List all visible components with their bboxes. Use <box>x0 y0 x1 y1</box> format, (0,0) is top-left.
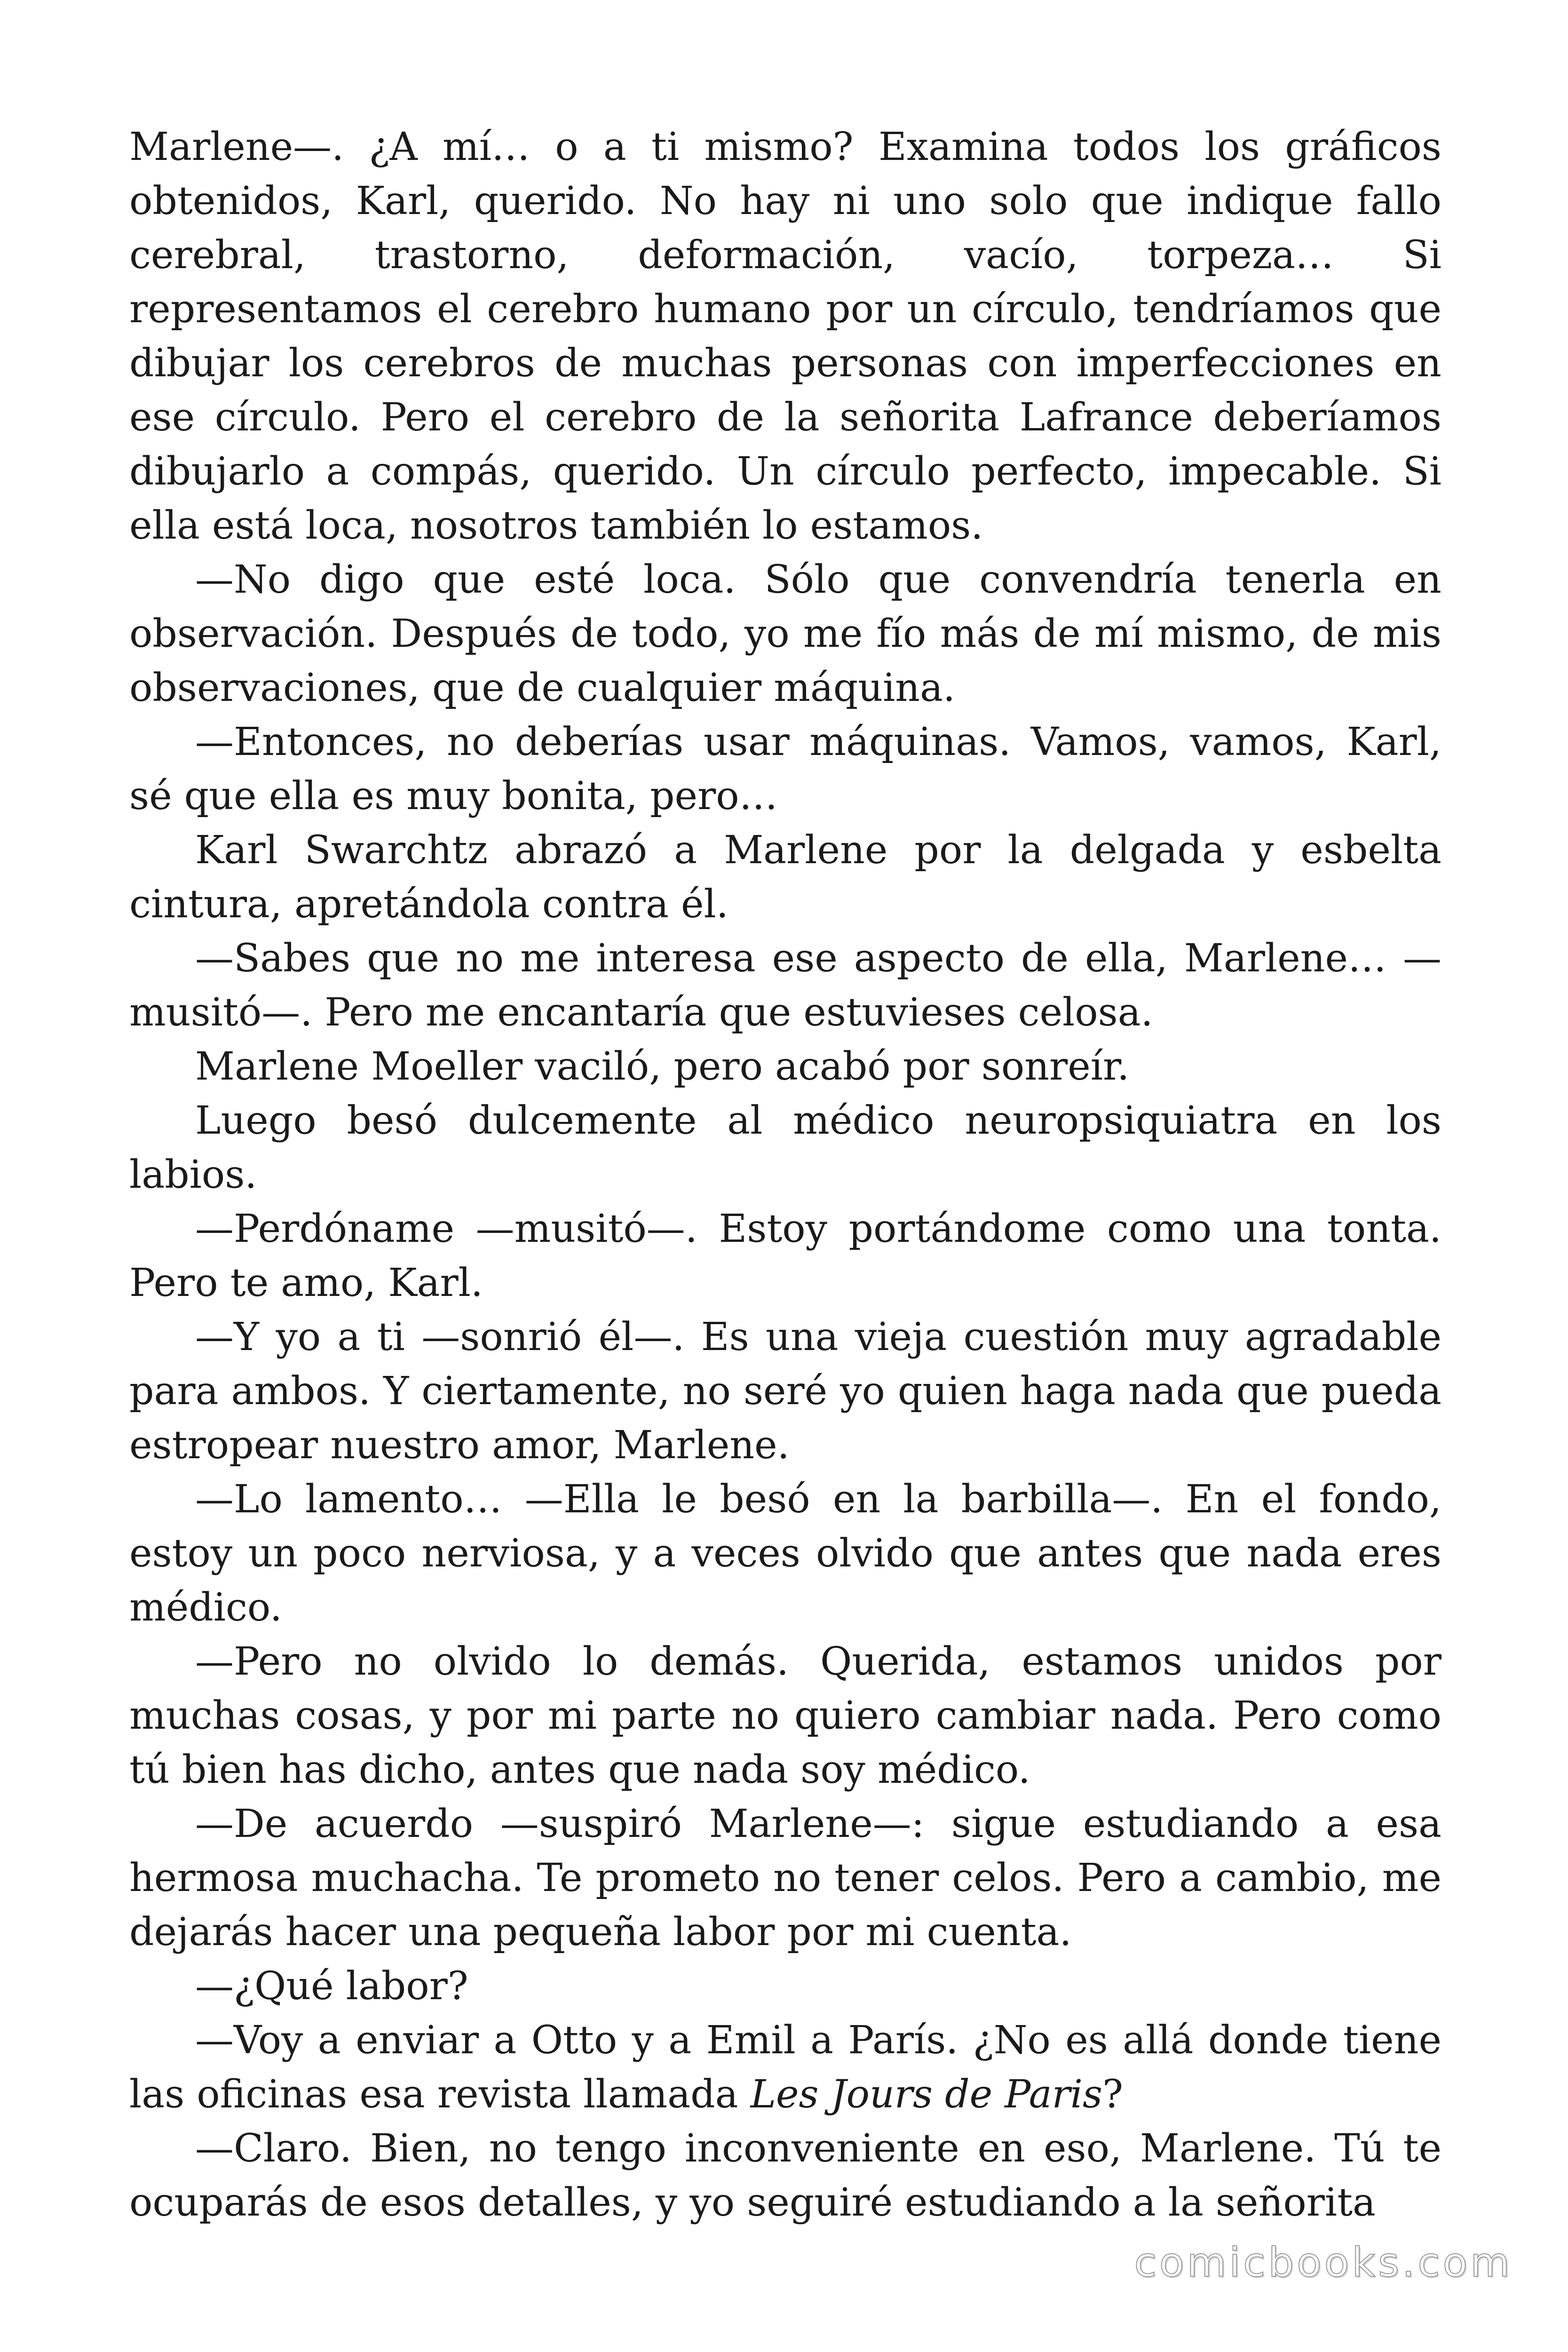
paragraph-7: Luego besó dulcemente al médico neuropsiquiatra en los labios. <box>129 1098 1441 1197</box>
paragraph-9: —Y yo a ti —sonrió él—. Es una vieja cuestión muy agradable para ambos. Y ciertamente, no seré yo quien haga nada que pueda estropear nuestro amor, Marlene. <box>129 1315 1441 1468</box>
paragraph-8: —Perdóname —musitó—. Estoy portándome como una tonta. Pero te amo, Karl. <box>129 1207 1441 1305</box>
paragraph-15: —Claro. Bien, no tengo inconveniente en eso, Marlene. Tú te ocuparás de esos detalles, y yo seguiré estudiando a la señorita <box>129 2126 1441 2225</box>
paragraph-2: —No digo que esté loca. Sólo que convendría tenerla en observación. Después de todo, yo me fío más de mí mismo, de mis observaciones, que de cualquier máquina. <box>129 557 1441 710</box>
paragraph-6: Marlene Moeller vaciló, pero acabó por sonreír. <box>195 1044 1130 1089</box>
magazine-title: Les Jours de Paris <box>750 2072 1103 2117</box>
paragraph-11: —Pero no olvido lo demás. Querida, estamos unidos por muchas cosas, y por mi parte no quiero cambiar nada. Pero como tú bien has dicho, antes que nada soy médico. <box>129 1639 1441 1792</box>
paragraph-10: —Lo lamento… —Ella le besó en la barbilla—. En el fondo, estoy un poco nerviosa, y a veces olvido que antes que nada eres médico. <box>129 1477 1441 1630</box>
watermark-logo: comicbooks.com <box>1134 2239 1513 2286</box>
book-page-text <box>129 120 1441 2230</box>
paragraph-14-text-before: —Voy a enviar a Otto y a Emil a París. ¿No es allá donde tiene las oficinas esa revista llamada <box>129 2018 1441 2117</box>
paragraph-3: —Entonces, no deberías usar máquinas. Vamos, vamos, Karl, sé que ella es muy bonita, pero… <box>129 720 1441 818</box>
paragraph-1: Marlene—. ¿A mí… o a ti mismo? Examina todos los gráficos obtenidos, Karl, querido. No hay ni uno solo que indique fallo cerebral, trastorno, deformación, vacío, torpeza… Si representamos el cerebro humano por un círculo, tendríamos que dibujar los cerebros de muchas personas con imperfecciones en ese círculo. Pero el cerebro de la señorita Lafrance deberíamos dibujarlo a compás, querido. Un círculo perfecto, impecable. Si ella está loca, nosotros también lo estamos. <box>129 125 1441 548</box>
paragraph-14-text-after: ? <box>1102 2072 1124 2117</box>
paragraph-12: —De acuerdo —suspiró Marlene—: sigue estudiando a esa hermosa muchacha. Te prometo no tener celos. Pero a cambio, me dejarás hacer una pequeña labor por mi cuenta. <box>129 1802 1441 1955</box>
paragraph-5: —Sabes que no me interesa ese aspecto de ella, Marlene… —musitó—. Pero me encantaría que estuvieses celosa. <box>129 936 1441 1035</box>
paragraph-14 <box>129 2013 1441 2122</box>
paragraph-4: Karl Swarchtz abrazó a Marlene por la delgada y esbelta cintura, apretándola contra él. <box>129 828 1441 927</box>
paragraph-13: —¿Qué labor? <box>195 1964 468 2009</box>
